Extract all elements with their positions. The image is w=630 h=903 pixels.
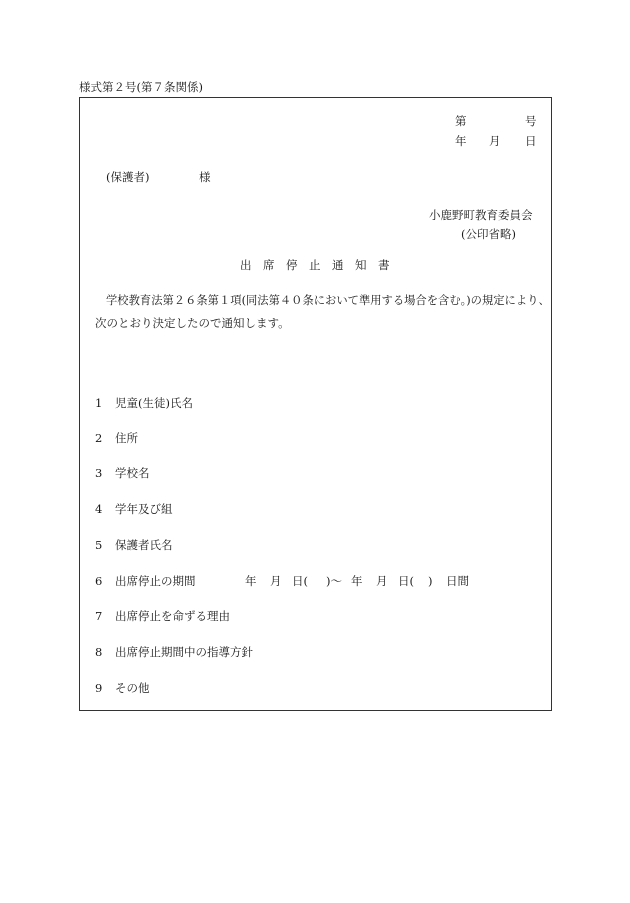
item-number: 2 bbox=[95, 431, 103, 445]
item-number: 9 bbox=[95, 681, 103, 695]
period-close-2: ) bbox=[428, 574, 433, 588]
item-number: 1 bbox=[95, 396, 103, 410]
header-number-suffix: 号 bbox=[525, 114, 537, 128]
title-char: 停 bbox=[286, 258, 298, 272]
item-label: 住所 bbox=[115, 431, 138, 445]
item-label: 出席停止期間中の指導方針 bbox=[115, 645, 253, 659]
header-year: 年 bbox=[455, 134, 467, 148]
form-label: 様式第２号(第７条関係) bbox=[79, 80, 203, 94]
title-char: 止 bbox=[309, 258, 321, 272]
item-number: 5 bbox=[95, 538, 103, 552]
item-number: 6 bbox=[95, 574, 103, 588]
title-char: 出 bbox=[240, 258, 252, 272]
title-char: 席 bbox=[263, 258, 275, 272]
item-number: 3 bbox=[95, 466, 103, 480]
item-label: 学校名 bbox=[115, 466, 150, 480]
period-year-2: 年 bbox=[351, 574, 363, 588]
period-day-2: 日( bbox=[398, 574, 414, 588]
item-number: 8 bbox=[95, 645, 103, 659]
body-line-2: 次のとおり決定したので通知します。 bbox=[95, 316, 290, 330]
item-label: その他 bbox=[115, 681, 150, 695]
period-days: 日間 bbox=[446, 574, 469, 588]
recipient-honorific: 様 bbox=[199, 170, 211, 184]
period-year-1: 年 bbox=[245, 574, 257, 588]
issuer-seal-note: (公印省略) bbox=[461, 227, 516, 241]
item-label: 出席停止を命ずる理由 bbox=[115, 609, 230, 623]
item-label: 児童(生徒)氏名 bbox=[115, 396, 193, 410]
item-number: 7 bbox=[95, 609, 103, 623]
period-month-2: 月 bbox=[376, 574, 388, 588]
header-number-prefix: 第 bbox=[455, 114, 467, 128]
item-number: 4 bbox=[95, 502, 103, 516]
header-day: 日 bbox=[525, 134, 537, 148]
title-char: 知 bbox=[355, 258, 367, 272]
period-month-1: 月 bbox=[270, 574, 282, 588]
item-label: 出席停止の期間 bbox=[115, 574, 196, 588]
issuer-name: 小鹿野町教育委員会 bbox=[429, 208, 533, 222]
recipient-guardian: (保護者) bbox=[106, 170, 150, 184]
header-month: 月 bbox=[489, 134, 501, 148]
body-line-1: 学校教育法第２６条第１項(同法第４０条において準用する場合を含む。)の規定により、 bbox=[106, 294, 550, 307]
title-char: 書 bbox=[378, 258, 390, 272]
period-close-1: )〜 bbox=[326, 574, 342, 588]
period-day-1: 日( bbox=[292, 574, 308, 588]
item-label: 学年及び組 bbox=[115, 502, 173, 516]
item-label: 保護者氏名 bbox=[115, 538, 173, 552]
title-char: 通 bbox=[332, 258, 344, 272]
